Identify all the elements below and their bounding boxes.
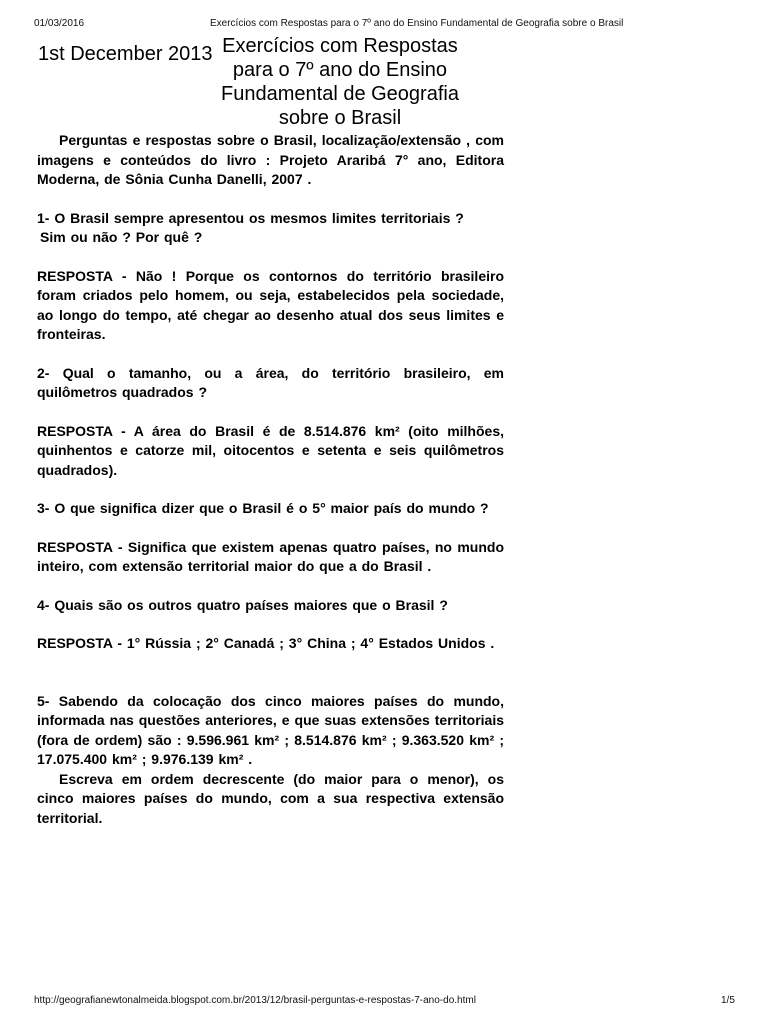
intro-paragraph: Perguntas e respostas sobre o Brasil, localização/extensão , com imagens e conteúdos do livro : Projeto Araribá 7° ano, Editora Moderna, de Sônia Cunha Danelli, 2007 . [37, 132, 504, 187]
question-3: 3- O que significa dizer que o Brasil é o 5° maior país do mundo ? [37, 500, 489, 516]
question-1-line-2: Sim ou não ? Por quê ? [40, 229, 203, 245]
answer-4: RESPOSTA - 1° Rússia ; 2° Canadá ; 3° China ; 4° Estados Unidos . [37, 635, 495, 651]
post-title-line: para o 7º ano do Ensino [232, 59, 448, 81]
question-5: 5- Sabendo da colocação dos cinco maiores países do mundo, informada nas questões anteriores, e que suas extensões territoriais (fora de ordem) são : 9.596.961 km² ; 8.514.876 km² ; 9.363.520 km² ; 17.075.400 km² ; 9.976.139 km² . [37, 692, 504, 767]
post-title-line: Exercícios com Respostas [222, 35, 458, 57]
question-2: 2- Qual o tamanho, ou a área, do território brasileiro, em quilômetros quadrados ? [37, 364, 504, 400]
page-header-date: 01/03/2016 [34, 18, 85, 29]
answer-2: RESPOSTA - A área do Brasil é de 8.514.876 km² (oito milhões, quinhentos e catorze mil, oitocentos e setenta e seis quilômetros quadrados). [37, 422, 504, 478]
question-1-line-1: 1- O Brasil sempre apresentou os mesmos limites territoriais ? [37, 209, 464, 226]
post-title-line: Fundamental de Geografia [221, 83, 459, 105]
post-title [210, 34, 470, 130]
answer-1: RESPOSTA - Não ! Porque os contornos do território brasileiro foram criados pelo homem, ou seja, estabelecidos pela sociedade, ao longo do tempo, até chegar ao desenho atual dos seus limites e fronteiras. [37, 267, 504, 342]
page-footer-url: http://geografianewtonalmeida.blogspot.com.br/2013/12/brasil-perguntas-e-respostas-7-ano-do.html [34, 995, 476, 1006]
post-date: 1st December 2013 [38, 43, 213, 65]
question-1 [37, 209, 504, 248]
page-footer-page-number: 1/5 [721, 995, 735, 1006]
question-4: 4- Quais são os outros quatro países maiores que o Brasil ? [37, 596, 448, 613]
article-content [37, 131, 504, 828]
question-5-instruction: Escreva em ordem decrescente (do maior para o menor), os cinco maiores países do mundo, com a sua respectiva extensão territorial. [37, 770, 504, 826]
answer-3: RESPOSTA - Significa que existem apenas quatro países, no mundo inteiro, com extensão territorial maior do que a do Brasil . [37, 538, 504, 574]
post-title-line: sobre o Brasil [278, 107, 402, 129]
page-header-title: Exercícios com Respostas para o 7º ano do Ensino Fundamental de Geografia sobre o Brasil [210, 18, 624, 29]
